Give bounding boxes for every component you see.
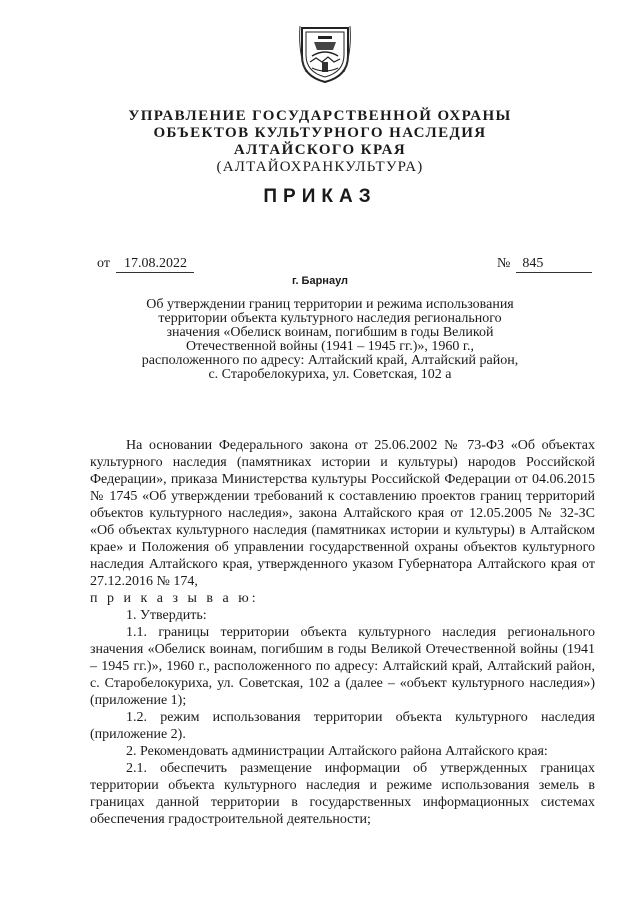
document-type-title: ПРИКАЗ <box>263 186 377 207</box>
document-number: 845 <box>516 256 592 273</box>
org-line-3: АЛТАЙСКОГО КРАЯ <box>233 142 407 158</box>
item-2-1: 2.1. обеспечить размещение информации об утвержденных границах территории объекта культурного наследия и режиме использования земель в границах данной территории в государственных информационных системах обеспечения градостроительной деятельности; <box>90 761 595 827</box>
subject-line: значения «Обелиск воинам, погибшим в годы Великой <box>166 325 494 340</box>
org-short-name: (АЛТАЙОХРАНКУЛЬТУРА) <box>216 159 424 175</box>
subject-line: расположенного по адресу: Алтайский край, Алтайский район, <box>141 353 519 368</box>
subject-line: Отечественной войны (1941 – 1945 гг.)», 1960 г., <box>185 339 475 354</box>
item-1-1: 1.1. границы территории объекта культурного наследия регионального значения «Обелиск воинам, погибшим в годы Великой Отечественной войны (1941 – 1945 гг.)», 1960 г., расположенного по адресу: Алтайский край, Алтайский район, с. Старобелокуриха, ул. Советская, 102 а (далее – «объект культурного наследия») (приложение 1); <box>90 625 595 708</box>
subject-line: с. Старобелокуриха, ул. Советская, 102 а <box>208 367 452 382</box>
coat-of-arms-icon <box>298 22 352 84</box>
order-word: п р и к а з ы в а ю: <box>90 591 259 606</box>
item-1-2: 1.2. режим использования территории объекта культурного наследия (приложение 2). <box>90 710 595 742</box>
item-2: 2. Рекомендовать администрации Алтайского района Алтайского края: <box>126 744 548 759</box>
subject-line: Об утверждении границ территории и режима использования <box>146 297 514 312</box>
item-1: 1. Утвердить: <box>126 608 207 623</box>
organization-name <box>0 108 640 176</box>
preamble-paragraph: На основании Федерального закона от 25.06.2002 № 73-ФЗ «Об объектах культурного наследия (памятниках истории и культуры) народов Российской Федерации», приказа Министерства культуры Российской Федерации от 04.06.2015 № 1745 «Об утверждении требований к составлению проектов границ территорий объектов культурного наследия», закона Алтайского края от 12.05.2005 № 32-ЗС «Об объектах культурного наследия (памятниках истории и культуры) в Алтайском крае» и Положения об управлении государственной охраны объектов культурного наследия Алтайского края, утвержденного указом Губернатора Алтайского края от 27.12.2016 № 174, <box>90 438 595 589</box>
document-body <box>90 437 595 828</box>
number-row <box>497 256 592 273</box>
org-line-1: УПРАВЛЕНИЕ ГОСУДАРСТВЕННОЙ ОХРАНЫ <box>128 108 512 124</box>
subject-line: территории объекта культурного наследия регионального <box>158 311 502 326</box>
document-date: 17.08.2022 <box>116 256 194 273</box>
number-prefix: № <box>497 256 511 271</box>
date-prefix: от <box>97 256 110 271</box>
org-line-2: ОБЪЕКТОВ КУЛЬТУРНОГО НАСЛЕДИЯ <box>153 125 487 141</box>
subject-heading <box>130 298 530 382</box>
city-label: г. Барнаул <box>291 275 349 287</box>
date-row <box>97 256 194 273</box>
